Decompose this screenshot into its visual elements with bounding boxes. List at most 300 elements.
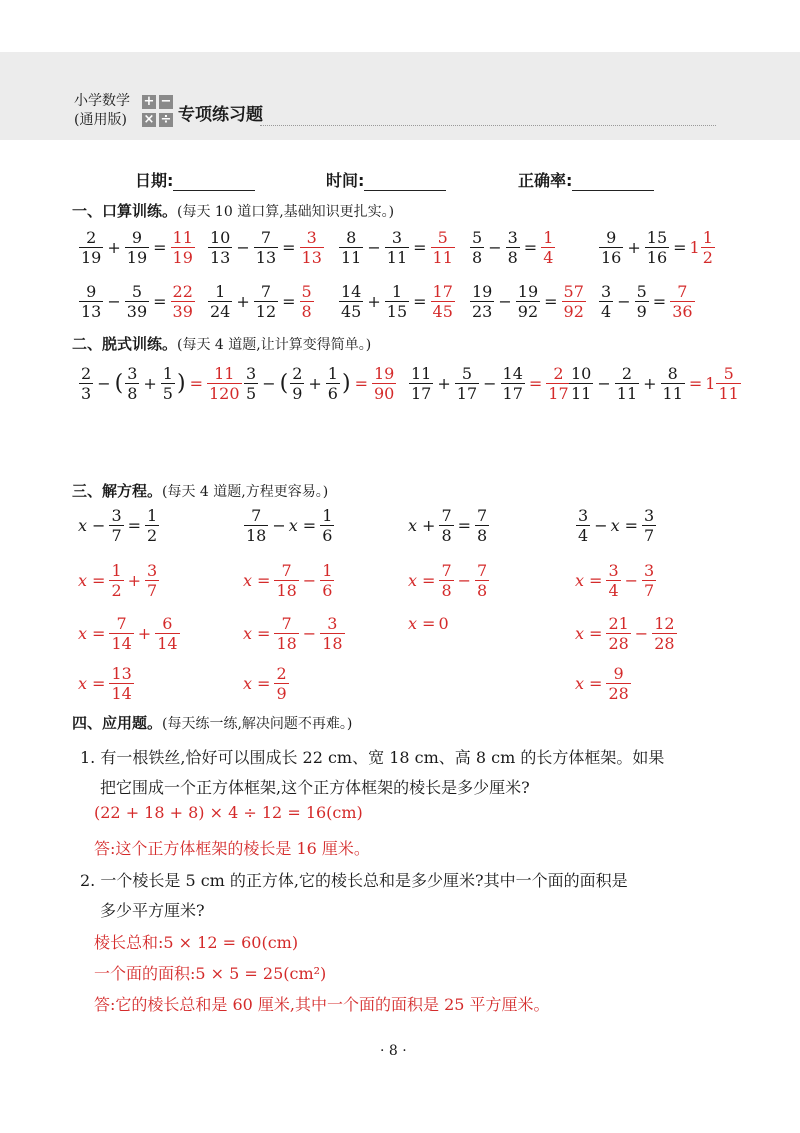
numerator: 5 bbox=[461, 364, 473, 383]
operator-icons bbox=[142, 93, 174, 131]
denominator: 36 bbox=[672, 302, 693, 321]
numerator: 3 bbox=[644, 506, 655, 525]
operator: + bbox=[437, 374, 451, 393]
denominator: 9 bbox=[636, 302, 647, 321]
variable-x: x bbox=[610, 516, 620, 535]
fraction bbox=[599, 228, 623, 267]
denominator: 92 bbox=[563, 302, 584, 321]
right-paren: ) bbox=[341, 371, 351, 396]
denominator: 8 bbox=[507, 248, 518, 267]
times-icon: × bbox=[143, 112, 155, 127]
fraction bbox=[642, 561, 656, 600]
denominator: 8 bbox=[441, 526, 452, 545]
numerator: 1 bbox=[111, 561, 122, 580]
q1-calc: (22 + 18 + 8) × 4 ÷ 12 = 16(cm) bbox=[94, 803, 363, 822]
denominator: 18 bbox=[276, 581, 297, 600]
fraction bbox=[79, 364, 93, 403]
time-field[interactable] bbox=[326, 168, 446, 191]
fraction bbox=[339, 228, 363, 267]
denominator: 7 bbox=[147, 581, 158, 600]
fraction bbox=[475, 506, 489, 545]
stepwise-item bbox=[243, 364, 397, 403]
numerator: 14 bbox=[502, 364, 523, 383]
variable-x: x bbox=[78, 516, 88, 535]
denominator: 2 bbox=[111, 581, 122, 600]
denominator: 17 bbox=[548, 384, 569, 403]
numerator: 2 bbox=[553, 364, 564, 383]
equals-sign: = bbox=[282, 238, 296, 257]
left-paren: ( bbox=[279, 371, 289, 396]
fraction bbox=[171, 282, 195, 321]
denominator: 92 bbox=[517, 302, 539, 321]
numerator: 7 bbox=[477, 561, 488, 580]
equals-sign: = bbox=[92, 624, 106, 643]
section-3-heading: 三、解方程。(每天 4 道题,方程更容易。) bbox=[72, 482, 329, 500]
oral-calc-item bbox=[598, 228, 716, 267]
equation bbox=[243, 506, 335, 545]
denominator: 4 bbox=[578, 526, 589, 545]
fraction bbox=[274, 614, 298, 653]
variable-x: x bbox=[408, 571, 418, 590]
fraction bbox=[145, 506, 159, 545]
q2-calc-1: 棱长总和:5 × 12 = 60(cm) bbox=[94, 933, 299, 952]
fraction bbox=[274, 664, 288, 703]
denominator: 39 bbox=[172, 302, 193, 321]
operator: − bbox=[262, 374, 276, 393]
denominator: 16 bbox=[601, 248, 622, 267]
denominator: 28 bbox=[608, 684, 629, 703]
operator: − bbox=[97, 374, 111, 393]
numerator: 1 bbox=[215, 282, 226, 301]
numerator: 1 bbox=[322, 506, 333, 525]
fraction bbox=[326, 364, 340, 403]
numerator: 12 bbox=[654, 614, 675, 633]
numerator: 21 bbox=[608, 614, 629, 633]
numerator: 1 bbox=[391, 282, 403, 301]
header-divider bbox=[260, 125, 716, 126]
denominator: 13 bbox=[210, 248, 231, 267]
numerator: 7 bbox=[251, 506, 262, 525]
equation-step bbox=[78, 561, 160, 600]
equals-sign: = bbox=[624, 516, 639, 535]
fraction bbox=[501, 364, 525, 403]
fraction bbox=[615, 364, 639, 403]
operator: + bbox=[127, 571, 142, 590]
denominator: 9 bbox=[276, 684, 287, 703]
numerator: 1 bbox=[147, 506, 158, 525]
numerator: 1 bbox=[162, 364, 173, 383]
denominator: 11 bbox=[341, 248, 362, 267]
fraction bbox=[339, 282, 363, 321]
numerator: 3 bbox=[327, 614, 338, 633]
zero-value: 0 bbox=[438, 614, 449, 633]
stepwise-item bbox=[78, 364, 243, 403]
equals-sign: = bbox=[127, 516, 142, 535]
fraction bbox=[300, 228, 324, 267]
numerator: 5 bbox=[301, 282, 312, 301]
numerator: 3 bbox=[644, 561, 655, 580]
equation-step bbox=[243, 664, 290, 703]
denominator: 7 bbox=[644, 581, 655, 600]
fraction bbox=[320, 614, 344, 653]
numerator: 11 bbox=[214, 364, 235, 383]
equation bbox=[408, 506, 490, 545]
numerator: 7 bbox=[281, 614, 292, 633]
variable-x: x bbox=[243, 571, 253, 590]
q1-answer: 答:这个正方体框架的棱长是 16 厘米。 bbox=[94, 839, 370, 858]
denominator: 18 bbox=[276, 634, 297, 653]
fraction bbox=[208, 282, 232, 321]
equals-sign: = bbox=[189, 374, 203, 393]
oral-calc-item bbox=[78, 228, 196, 267]
denominator: 8 bbox=[301, 302, 312, 321]
left-paren: ( bbox=[114, 371, 124, 396]
numerator: 10 bbox=[210, 228, 231, 247]
numerator: 2 bbox=[81, 364, 92, 383]
equation-step bbox=[78, 664, 135, 703]
denominator: 7 bbox=[644, 526, 655, 545]
fraction bbox=[635, 282, 649, 321]
fraction bbox=[409, 364, 433, 403]
operator: − bbox=[236, 238, 250, 257]
fraction bbox=[208, 228, 232, 267]
operator: + bbox=[627, 238, 641, 257]
denominator: 18 bbox=[246, 526, 267, 545]
numerator: 17 bbox=[432, 282, 453, 301]
denominator: 17 bbox=[456, 384, 478, 403]
equation-step bbox=[575, 614, 678, 653]
numerator: 13 bbox=[111, 664, 132, 683]
page-title: 专项练习题 bbox=[178, 105, 263, 125]
fraction bbox=[670, 282, 694, 321]
denominator: 19 bbox=[126, 248, 148, 267]
fraction bbox=[475, 561, 489, 600]
denominator: 8 bbox=[441, 581, 452, 600]
denominator: 39 bbox=[126, 302, 148, 321]
equals-sign: = bbox=[673, 238, 687, 257]
variable-x: x bbox=[408, 516, 418, 535]
equation-step bbox=[575, 664, 632, 703]
denominator: 8 bbox=[477, 581, 488, 600]
denominator: 15 bbox=[386, 302, 408, 321]
fraction bbox=[546, 364, 570, 403]
series-label bbox=[74, 92, 130, 130]
fraction bbox=[562, 282, 586, 321]
numerator: 1 bbox=[702, 228, 713, 247]
fraction bbox=[290, 364, 304, 403]
stepwise-item bbox=[568, 364, 742, 403]
numerator: 10 bbox=[571, 364, 592, 383]
numerator: 9 bbox=[131, 228, 143, 247]
fraction bbox=[79, 282, 103, 321]
variable-x: x bbox=[575, 571, 585, 590]
denominator: 45 bbox=[341, 302, 362, 321]
fraction bbox=[431, 228, 455, 267]
numerator: 57 bbox=[563, 282, 584, 301]
fraction bbox=[506, 228, 520, 267]
numerator: 2 bbox=[292, 364, 303, 383]
fraction bbox=[125, 364, 139, 403]
equals-sign: = bbox=[302, 516, 317, 535]
operator: − bbox=[594, 516, 608, 535]
fraction bbox=[254, 282, 278, 321]
operator: − bbox=[634, 624, 649, 643]
equals-sign: = bbox=[153, 292, 167, 311]
fraction bbox=[244, 506, 268, 545]
equals-sign: = bbox=[523, 238, 538, 257]
whole-number: 1 bbox=[705, 374, 716, 393]
oral-calc-item bbox=[469, 228, 556, 267]
fraction bbox=[541, 228, 555, 267]
fraction bbox=[109, 664, 133, 703]
variable-x: x bbox=[78, 571, 88, 590]
denominator: 11 bbox=[718, 384, 739, 403]
numerator: 3 bbox=[306, 228, 317, 247]
denominator: 4 bbox=[543, 248, 554, 267]
denominator: 11 bbox=[386, 248, 408, 267]
fraction bbox=[125, 228, 149, 267]
denominator: 14 bbox=[111, 684, 132, 703]
denominator: 8 bbox=[127, 384, 138, 403]
equals-sign: = bbox=[354, 374, 368, 393]
denominator: 8 bbox=[477, 526, 488, 545]
numerator: 2 bbox=[276, 664, 287, 683]
denominator: 7 bbox=[111, 526, 122, 545]
numerator: 1 bbox=[327, 364, 338, 383]
denominator: 11 bbox=[432, 248, 453, 267]
operator: + bbox=[143, 374, 157, 393]
fraction bbox=[161, 364, 175, 403]
right-paren: ) bbox=[176, 371, 186, 396]
operator: + bbox=[137, 624, 152, 643]
fraction bbox=[701, 228, 715, 267]
fraction bbox=[207, 364, 242, 403]
variable-x: x bbox=[575, 624, 585, 643]
denominator: 90 bbox=[373, 384, 395, 403]
numerator: 19 bbox=[517, 282, 539, 301]
operator: − bbox=[483, 374, 497, 393]
denominator: 4 bbox=[608, 581, 619, 600]
operator: − bbox=[302, 624, 317, 643]
stepwise-item bbox=[408, 364, 572, 403]
fraction bbox=[171, 228, 195, 267]
equation-step bbox=[575, 561, 657, 600]
oral-calc-item bbox=[338, 282, 456, 321]
operator: − bbox=[302, 571, 317, 590]
denominator: 6 bbox=[322, 526, 333, 545]
numerator: 7 bbox=[116, 614, 127, 633]
denominator: 13 bbox=[301, 248, 322, 267]
denominator: 18 bbox=[322, 634, 343, 653]
numerator: 9 bbox=[613, 664, 624, 683]
denominator: 14 bbox=[157, 634, 178, 653]
date-blank[interactable] bbox=[173, 172, 255, 191]
denominator: 23 bbox=[472, 302, 493, 321]
q2-answer: 答:它的棱长总和是 60 厘米,其中一个面的面积是 25 平方厘米。 bbox=[94, 995, 550, 1014]
equals-sign: = bbox=[422, 614, 436, 633]
fraction bbox=[606, 614, 630, 653]
equals-sign: = bbox=[652, 292, 667, 311]
numerator: 9 bbox=[86, 282, 97, 301]
variable-x: x bbox=[408, 614, 418, 633]
numerator: 3 bbox=[507, 228, 518, 247]
fraction bbox=[145, 561, 159, 600]
denominator: 14 bbox=[111, 634, 132, 653]
numerator: 8 bbox=[346, 228, 357, 247]
fraction bbox=[470, 228, 484, 267]
denominator: 2 bbox=[702, 248, 713, 267]
fraction bbox=[385, 228, 409, 267]
numerator: 7 bbox=[477, 506, 488, 525]
divide-icon: ÷ bbox=[160, 112, 172, 127]
equation-step bbox=[408, 614, 449, 633]
denominator: 17 bbox=[411, 384, 432, 403]
denominator: 16 bbox=[646, 248, 668, 267]
operator: − bbox=[272, 516, 286, 535]
denominator: 19 bbox=[81, 248, 102, 267]
variable-x: x bbox=[78, 674, 88, 693]
operator: − bbox=[457, 571, 472, 590]
time-label: 时间: bbox=[326, 171, 365, 190]
fraction bbox=[599, 282, 613, 321]
accuracy-label: 正确率: bbox=[518, 171, 573, 190]
series-line1: 小学数学 bbox=[74, 93, 130, 109]
denominator: 5 bbox=[246, 384, 257, 403]
fraction bbox=[645, 228, 669, 267]
fraction bbox=[254, 228, 278, 267]
denominator: 6 bbox=[327, 384, 338, 403]
equals-sign: = bbox=[257, 624, 271, 643]
denominator: 19 bbox=[172, 248, 193, 267]
numerator: 5 bbox=[472, 228, 483, 247]
operator: + bbox=[643, 374, 657, 393]
numerator: 7 bbox=[260, 228, 272, 247]
equals-sign: = bbox=[92, 674, 106, 693]
oral-calc-item bbox=[78, 282, 196, 321]
equals-sign: = bbox=[282, 292, 296, 311]
fraction bbox=[516, 282, 540, 321]
denominator: 2 bbox=[147, 526, 158, 545]
equals-sign: = bbox=[589, 624, 603, 643]
equals-sign: = bbox=[544, 292, 558, 311]
numerator: 2 bbox=[86, 228, 97, 247]
numerator: 3 bbox=[578, 506, 589, 525]
equals-sign: = bbox=[153, 238, 167, 257]
fraction bbox=[576, 506, 590, 545]
numerator: 7 bbox=[281, 561, 292, 580]
equation bbox=[575, 506, 657, 545]
denominator: 12 bbox=[255, 302, 277, 321]
fraction bbox=[109, 506, 123, 545]
plus-icon: + bbox=[143, 94, 155, 109]
denominator: 3 bbox=[81, 384, 92, 403]
denominator: 13 bbox=[81, 302, 102, 321]
accuracy-field[interactable] bbox=[518, 168, 654, 191]
numerator: 3 bbox=[601, 282, 612, 301]
equals-sign: = bbox=[688, 374, 703, 393]
equals-sign: = bbox=[413, 292, 427, 311]
operator: − bbox=[92, 516, 106, 535]
fraction bbox=[606, 561, 620, 600]
numerator: 5 bbox=[437, 228, 448, 247]
fraction bbox=[244, 364, 258, 403]
equals-sign: = bbox=[92, 571, 106, 590]
date-field[interactable] bbox=[135, 168, 255, 191]
equals-sign: = bbox=[457, 516, 472, 535]
fraction bbox=[470, 282, 494, 321]
fraction bbox=[439, 561, 453, 600]
numerator: 5 bbox=[723, 364, 734, 383]
fraction bbox=[606, 664, 630, 703]
denominator: 11 bbox=[571, 384, 592, 403]
time-blank[interactable] bbox=[364, 172, 446, 191]
fraction bbox=[320, 561, 334, 600]
operator: − bbox=[488, 238, 502, 257]
equals-sign: = bbox=[528, 374, 543, 393]
fraction bbox=[109, 614, 133, 653]
fraction bbox=[155, 614, 179, 653]
operator: − bbox=[597, 374, 611, 393]
oral-calc-item bbox=[207, 228, 325, 267]
operator: + bbox=[367, 292, 381, 311]
fraction bbox=[125, 282, 149, 321]
variable-x: x bbox=[288, 516, 298, 535]
numerator: 22 bbox=[172, 282, 193, 301]
equals-sign: = bbox=[257, 571, 271, 590]
page-number: · 8 · bbox=[380, 1043, 407, 1059]
oral-calc-item bbox=[338, 228, 456, 267]
numerator: 9 bbox=[606, 228, 617, 247]
q2-text: 2. 一个棱长是 5 cm 的正方体,它的棱长总和是多少厘米?其中一个面的面积是 多少平方厘米? bbox=[80, 871, 628, 920]
operator: − bbox=[617, 292, 631, 311]
denominator: 13 bbox=[255, 248, 277, 267]
numerator: 3 bbox=[147, 561, 158, 580]
operator: − bbox=[367, 238, 381, 257]
numerator: 11 bbox=[172, 228, 193, 247]
equation-step bbox=[243, 561, 335, 600]
accuracy-blank[interactable] bbox=[572, 172, 654, 191]
operator: + bbox=[422, 516, 436, 535]
equals-sign: = bbox=[422, 571, 436, 590]
denominator: 120 bbox=[208, 384, 240, 403]
numerator: 7 bbox=[441, 506, 452, 525]
denominator: 11 bbox=[662, 384, 683, 403]
equation-step bbox=[78, 614, 181, 653]
denominator: 28 bbox=[654, 634, 675, 653]
numerator: 3 bbox=[391, 228, 403, 247]
numerator: 19 bbox=[472, 282, 493, 301]
numerator: 6 bbox=[162, 614, 173, 633]
operator: + bbox=[236, 292, 250, 311]
fraction bbox=[439, 506, 453, 545]
fraction bbox=[274, 561, 298, 600]
equals-sign: = bbox=[413, 238, 427, 257]
variable-x: x bbox=[78, 624, 88, 643]
denominator: 17 bbox=[502, 384, 523, 403]
section-1-heading: 一、口算训练。(每天 10 道口算,基础知识更扎实。) bbox=[72, 202, 395, 220]
numerator: 1 bbox=[322, 561, 333, 580]
operator: + bbox=[107, 238, 121, 257]
fraction bbox=[642, 506, 656, 545]
fraction bbox=[652, 614, 676, 653]
denominator: 8 bbox=[472, 248, 483, 267]
variable-x: x bbox=[243, 674, 253, 693]
q2-calc-2: 一个面的面积:5 × 5 = 25(cm²) bbox=[94, 964, 327, 983]
fraction bbox=[455, 364, 479, 403]
numerator: 2 bbox=[621, 364, 633, 383]
numerator: 3 bbox=[127, 364, 138, 383]
equals-sign: = bbox=[589, 674, 603, 693]
